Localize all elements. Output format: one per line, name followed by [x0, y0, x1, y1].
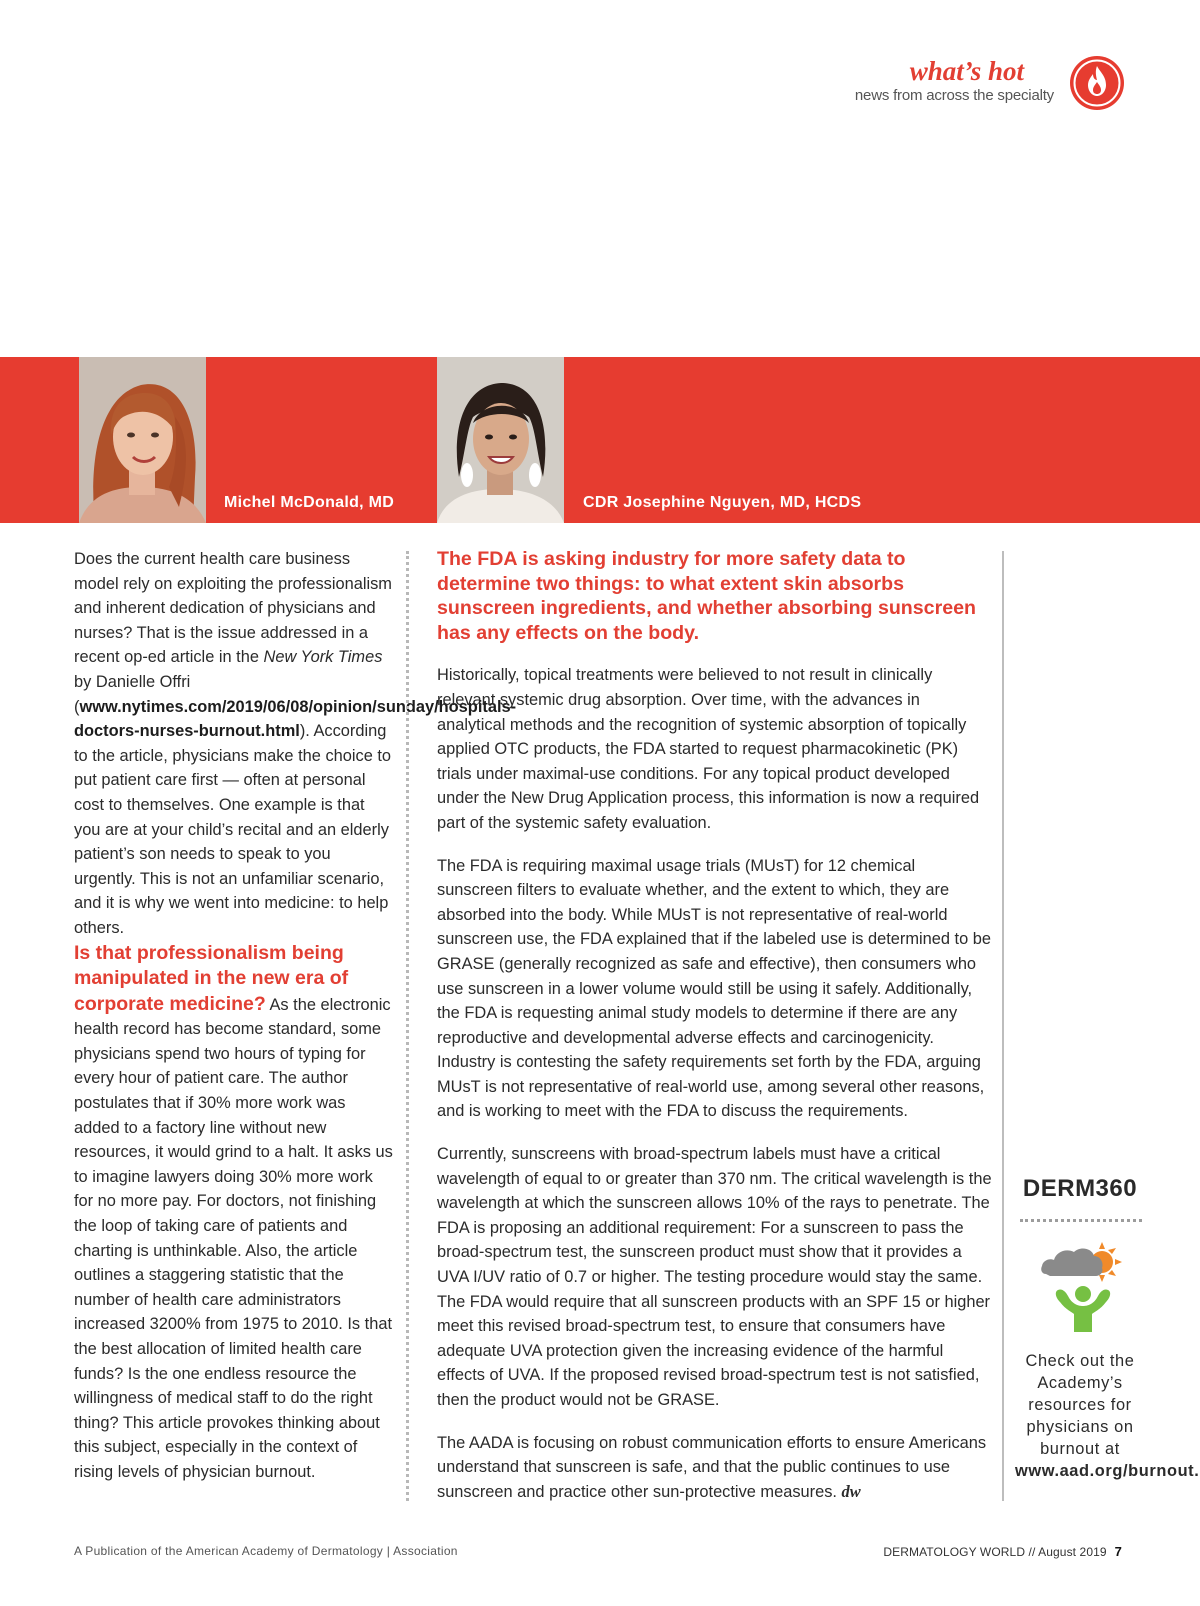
publication-name: New York Times: [263, 648, 383, 667]
section-title: what’s hot: [909, 56, 1024, 86]
body-paragraph: The FDA is requiring maximal usage trials (MUsT) for 12 chemical sunscreen filters to evaluate whether, and the extent to which, they are absorbed into the body. While MUsT is not representative of real-world sunscreen use, the FDA explained that if the labeled use is determined to be GRASE (generally recognized as safe and effective), then consumers who use sunscreen in a lower volume would still be using it safely. Additionally, the FDA is requesting animal study models to determine if there are any reproductive and developmental adverse effects and carcinogenicity. Industry is contesting the safety requirements set forth by the FDA, arguing MUsT is not representative of real-world use, among several other reasons, and is working to meet with the FDA to discuss the requirements.: [437, 856, 991, 1121]
author-name: Michel McDonald, MD: [224, 494, 395, 511]
body-paragraph: Currently, sunscreens with broad-spectrum labels must have a critical wavelength of equal to or greater than 370 nm. The critical wavelength is the wavelength at which the sunscreen allows 10% of the rays to penetrate. The FDA is proposing an additional requirement: For a sunscreen to pass the broad-spectrum test, the sunscreen product must show that it provides a UVA I/UV ratio of 0.7 or higher. The testing procedure would stay the same. The FDA would require that all sunscreen products with an SPF 15 or higher meet this revised broad-spectrum test, to ensure that consumers have adequate UVA protection given the increasing evidence of the harmful effects of UVA. If the proposed revised broad-spectrum test is not satisfied, then the product would not be GRASE.: [437, 1145, 992, 1409]
author-photo-mcdonald: [79, 357, 206, 523]
sidebar-title: DERM360: [1022, 1175, 1138, 1202]
body-paragraph: [437, 1431, 992, 1505]
text-run: .: [1194, 1462, 1200, 1480]
author-name: CDR Josephine Nguyen, MD, HCDS: [583, 494, 862, 511]
footer-publication: A Publication of the American Academy of Dermatology | Association: [74, 1544, 458, 1558]
text-run: ). According to the article, physicians make the choice to put patient care first — often at personal cost to themselves. One example is that you are at your child’s recital and an elderly patient’s son needs to speak to you urgently. This is not an unfamiliar scenario, and it is why we went into medicine: to help others.: [74, 722, 392, 937]
sidebar-description: Check out the Academy’s resources for physicians on burnout at: [1025, 1352, 1135, 1458]
left-column: [74, 547, 517, 1485]
sidebar-divider: [1002, 551, 1004, 1501]
body-paragraph: Historically, topical treatments were believed to not result in clinically relevant systemic drug absorption. Over time, with the advances in analytical methods and the recognition of systemic absorption of topically applied OTC products, the FDA started to request pharmacokinetic (PK) trials under maximal-use conditions. For any topical product developed under the New Drug Application process, this information is now a required part of the systemic safety evaluation.: [437, 666, 980, 832]
left-paragraph: [74, 547, 517, 941]
end-mark: dw: [841, 1481, 861, 1501]
lead-paragraph: The FDA is asking industry for more safety data to determine two things: to what extent skin absorbs sunscreen ingredients, and whether absorbing sunscreen has any effects on the body.: [437, 548, 976, 644]
footer-issue: [883, 1544, 1122, 1559]
middle-column: [437, 547, 992, 1522]
column-divider: [406, 551, 409, 1501]
sidebar-url-line: [1015, 1460, 1200, 1482]
sidebar-dotted-rule: [1020, 1219, 1142, 1222]
left-paragraph: [74, 941, 394, 1485]
author-photo-nguyen: [437, 357, 564, 523]
sidebar-text: [1015, 1350, 1200, 1482]
text-run: The AADA is focusing on robust communication efforts to ensure Americans understand that sunscreen is safe, and that the public continues to use sunscreen and practice other sun-protective measures.: [437, 1433, 987, 1501]
text-run: Does the current health care business model rely on exploiting the professionalism and inherent dedication of physicians and nurses? That is the issue addressed in a recent op-ed article in the: [74, 550, 392, 667]
highlight-question: Is that professionalism being manipulated in the new era of corporate medicine?: [74, 941, 349, 1015]
burnout-link[interactable]: www.aad.org/burnout: [1015, 1462, 1195, 1480]
text-run: As the electronic health record has become standard, some physicians spend two hours of typing for every hour of patient care. The author postulates that if 30% more work was added to a factory line without new resources, it would grind to a halt. It asks us to imagine lawyers doing 30% more work for no more pay. For doctors, not finishing the loop of taking care of patients and charting is unthinkable. Also, the article outlines a staggering statistic that the number of health care administrators increased 3200% from 1975 to 2010. Is that the best allocation of limited health care funds? Is the one endless resource the willingness of medical staff to do the right thing? This article provokes thinking about this subject, especially in the context of rising levels of physician burnout.: [74, 995, 393, 1481]
page-number: 7: [1114, 1544, 1122, 1559]
issue-label: DERMATOLOGY WORLD // August 2019: [883, 1545, 1107, 1559]
section-subtitle: news from across the specialty: [854, 87, 1054, 104]
article-url: www.nytimes.com/2019/06/08/opinion/sunday/hospitals-doctors-nurses-burnout.html: [74, 697, 517, 741]
flame-icon: [1069, 55, 1125, 111]
sun-cloud-person-icon: [1040, 1240, 1130, 1340]
text-run: by Danielle Offri (: [74, 672, 191, 716]
